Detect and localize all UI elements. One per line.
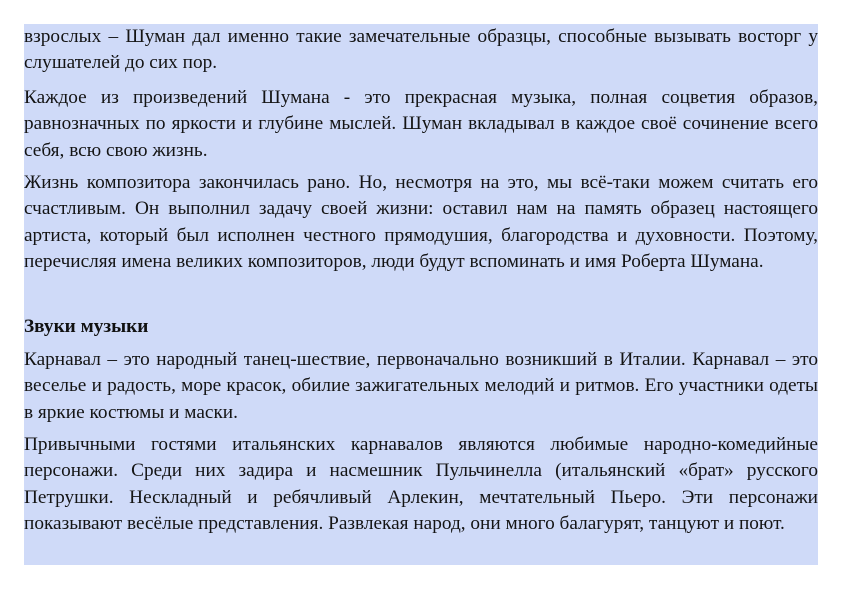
paragraph-carnival-characters: Привычными гостями итальянских карнавалов являются любимые народно-комедийные персонажи. Среди них задира и насмешник Пульчинелла (итальянский «брат» русского Петрушки. Нескладный и ребячливый Арлекин, мечтательный Пьеро. Эти персонажи показывают весёлые представления. Развлекая народ, они много балагурят, танцуют и поют. xyxy=(24,434,818,534)
text-block xyxy=(24,24,818,565)
paragraph-schumann-works: Каждое из произведений Шумана - это прекрасная музыка, полная соцветия образов, равнозначных по яркости и глубине мыслей. Шуман вкладывал в каждое своё сочинение всего себя, всю свою жизнь. xyxy=(24,87,818,161)
paragraph-carnival-intro: Карнавал – это народный танец-шествие, первоначально возникший в Италии. Карнавал – это веселье и радость, море красок, обилие зажигательных мелодий и ритмов. Его участники одеты в яркие костюмы и маски. xyxy=(24,349,818,423)
paragraph-schumann-life: Жизнь композитора закончилась рано. Но, несмотря на это, мы всё-таки можем считать его счастливым. Он выполнил задачу своей жизни: оставил нам на память образец настоящего артиста, который был исполнен честного прямодушия, благородства и духовности. Поэтому, перечисляя имена великих композиторов, люди будут вспоминать и имя Роберта Шумана. xyxy=(24,172,818,272)
paragraph-schumann-legacy: взрослых – Шуман дал именно такие замечательные образцы, способные вызывать восторг у слушателей до сих пор. xyxy=(24,26,818,74)
section-heading: Звуки музыки xyxy=(24,316,149,337)
